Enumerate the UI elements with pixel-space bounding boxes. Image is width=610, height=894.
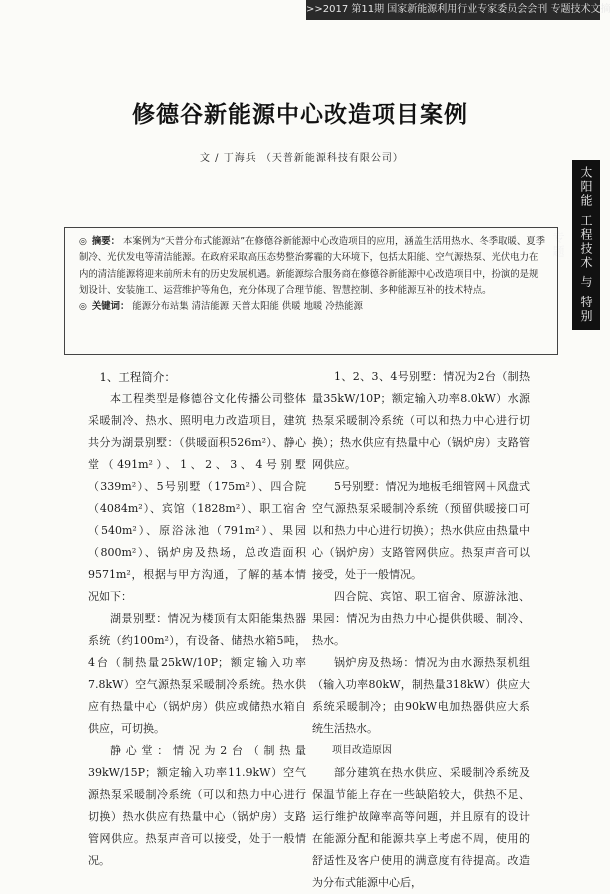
paragraph: 5号别墅：情况为地板毛细管网＋风盘式空气源热泵采暖制冷系统（预留供暖接口可以和热力中心进行切换）；热水供应由热量中心（锅炉房）支路管网供应。热泵声音可以接受，处于一般情况。: [312, 480, 530, 581]
section-side-tab: 太阳能 工程技术 与 特别专题: [572, 160, 600, 330]
right-column: [312, 366, 530, 894]
paragraph: 部分建筑在热水供应、采暖制冷系统及保温节能上存在一些缺陷较大，供热不足、运行维护故障率高等问题，并且原有的设计在能源分配和能源共享上考虑不周，使用的舒适性及客户使用的满意度有待提高。改造为分布式能源中心后，: [312, 766, 530, 889]
abstract-marker-icon: ◎: [79, 237, 87, 247]
subheading: 项目改造原因: [332, 745, 392, 756]
left-column: [88, 366, 306, 872]
paragraph: 1、2、3、4号别墅：情况为2台（制热量35kW/10P；额定输入功率8.0kW）水源热泵采暖制冷系统（可以和热力中心进行切换）；热水供应有热量中心（锅炉房）支路管网供应。: [312, 370, 530, 471]
article-title: 修德谷新能源中心改造项目案例: [132, 102, 468, 128]
paragraph: 静心堂：情况为2台（制热量39kW/15P；额定输入功率11.9kW）空气源热泵采暖制冷系统（可以和热力中心进行切换）热水供应有热量中心（锅炉房）支路管网供应。热泵声音可以接受，处于一般情况。: [88, 744, 306, 867]
paragraph: 湖景别墅：情况为楼顶有太阳能集热器系统（约100m²），有设备、储热水箱5吨，4台（制热量25kW/10P；额定输入功率7.8kW）空气源热泵采暖制冷系统。热水供应有热量中心（锅炉房）供应或储热水箱自供应，可切换。: [88, 612, 306, 735]
section-heading: 1、工程简介：: [99, 370, 176, 384]
keywords-line: [79, 299, 547, 315]
abstract-text: 本案例为“天普分布式能源站”在修德谷新能源中心改造项目的应用，涵盖生活用热水、冬季取暖、夏季制冷、光伏发电等清洁能源。在政府采取高压态势整治雾霾的大环境下，包括太阳能、空气源热泵、光伏电力在内的清洁能源将迎来前所未有的历史发展机遇。新能源综合服务商在修德谷新能源中心改造项目中，扮演的是规划设计、安装施工、运营维护等角色，充分体现了合理节能、智慧控制、多种能源互补的技术特点。: [79, 236, 546, 296]
paragraph: 本工程类型是修德谷文化传播公司整体采暖制冷、热水、照明电力改造项目，建筑共分为湖景别墅：（供暖面积526m²）、静心堂（491m²）、1、2、3、4号别墅（339m²）、5号别墅（175m²）、四合院（4084m²）、宾馆（1828m²）、职工宿舍（540m²）、原浴泳池（791m²）、果园（800m²）、锅炉房及热场，总改造面积9571m²，根据与甲方沟通，了解的基本情况如下：: [88, 392, 306, 603]
abstract-label: 摘要：: [91, 236, 120, 247]
keywords-label: 关键词：: [91, 301, 130, 313]
article-byline: 文 / 丁海兵 （天普新能源科技有限公司）: [200, 153, 404, 164]
keywords-text: 能源分布站集 清洁能源 天普太阳能 供暖 地暖 冷热能源: [132, 301, 363, 313]
keywords-marker-icon: ◎: [79, 302, 87, 313]
paragraph: 锅炉房及热场：情况为由水源热泵机组（输入功率80kW，制热量318kW）供应大系统采暖制冷；由90kW电加热器供应大系统生活热水。: [312, 656, 530, 735]
abstract-box: [64, 227, 558, 355]
paragraph: 四合院、宾馆、职工宿舍、原游泳池、果园：情况为由热力中心提供供暖、制冷、热水。: [312, 590, 530, 647]
journal-banner: >>2017 第11期 国家新能源利用行业专家委员会会刊 专题技术文摘: [306, 0, 600, 20]
